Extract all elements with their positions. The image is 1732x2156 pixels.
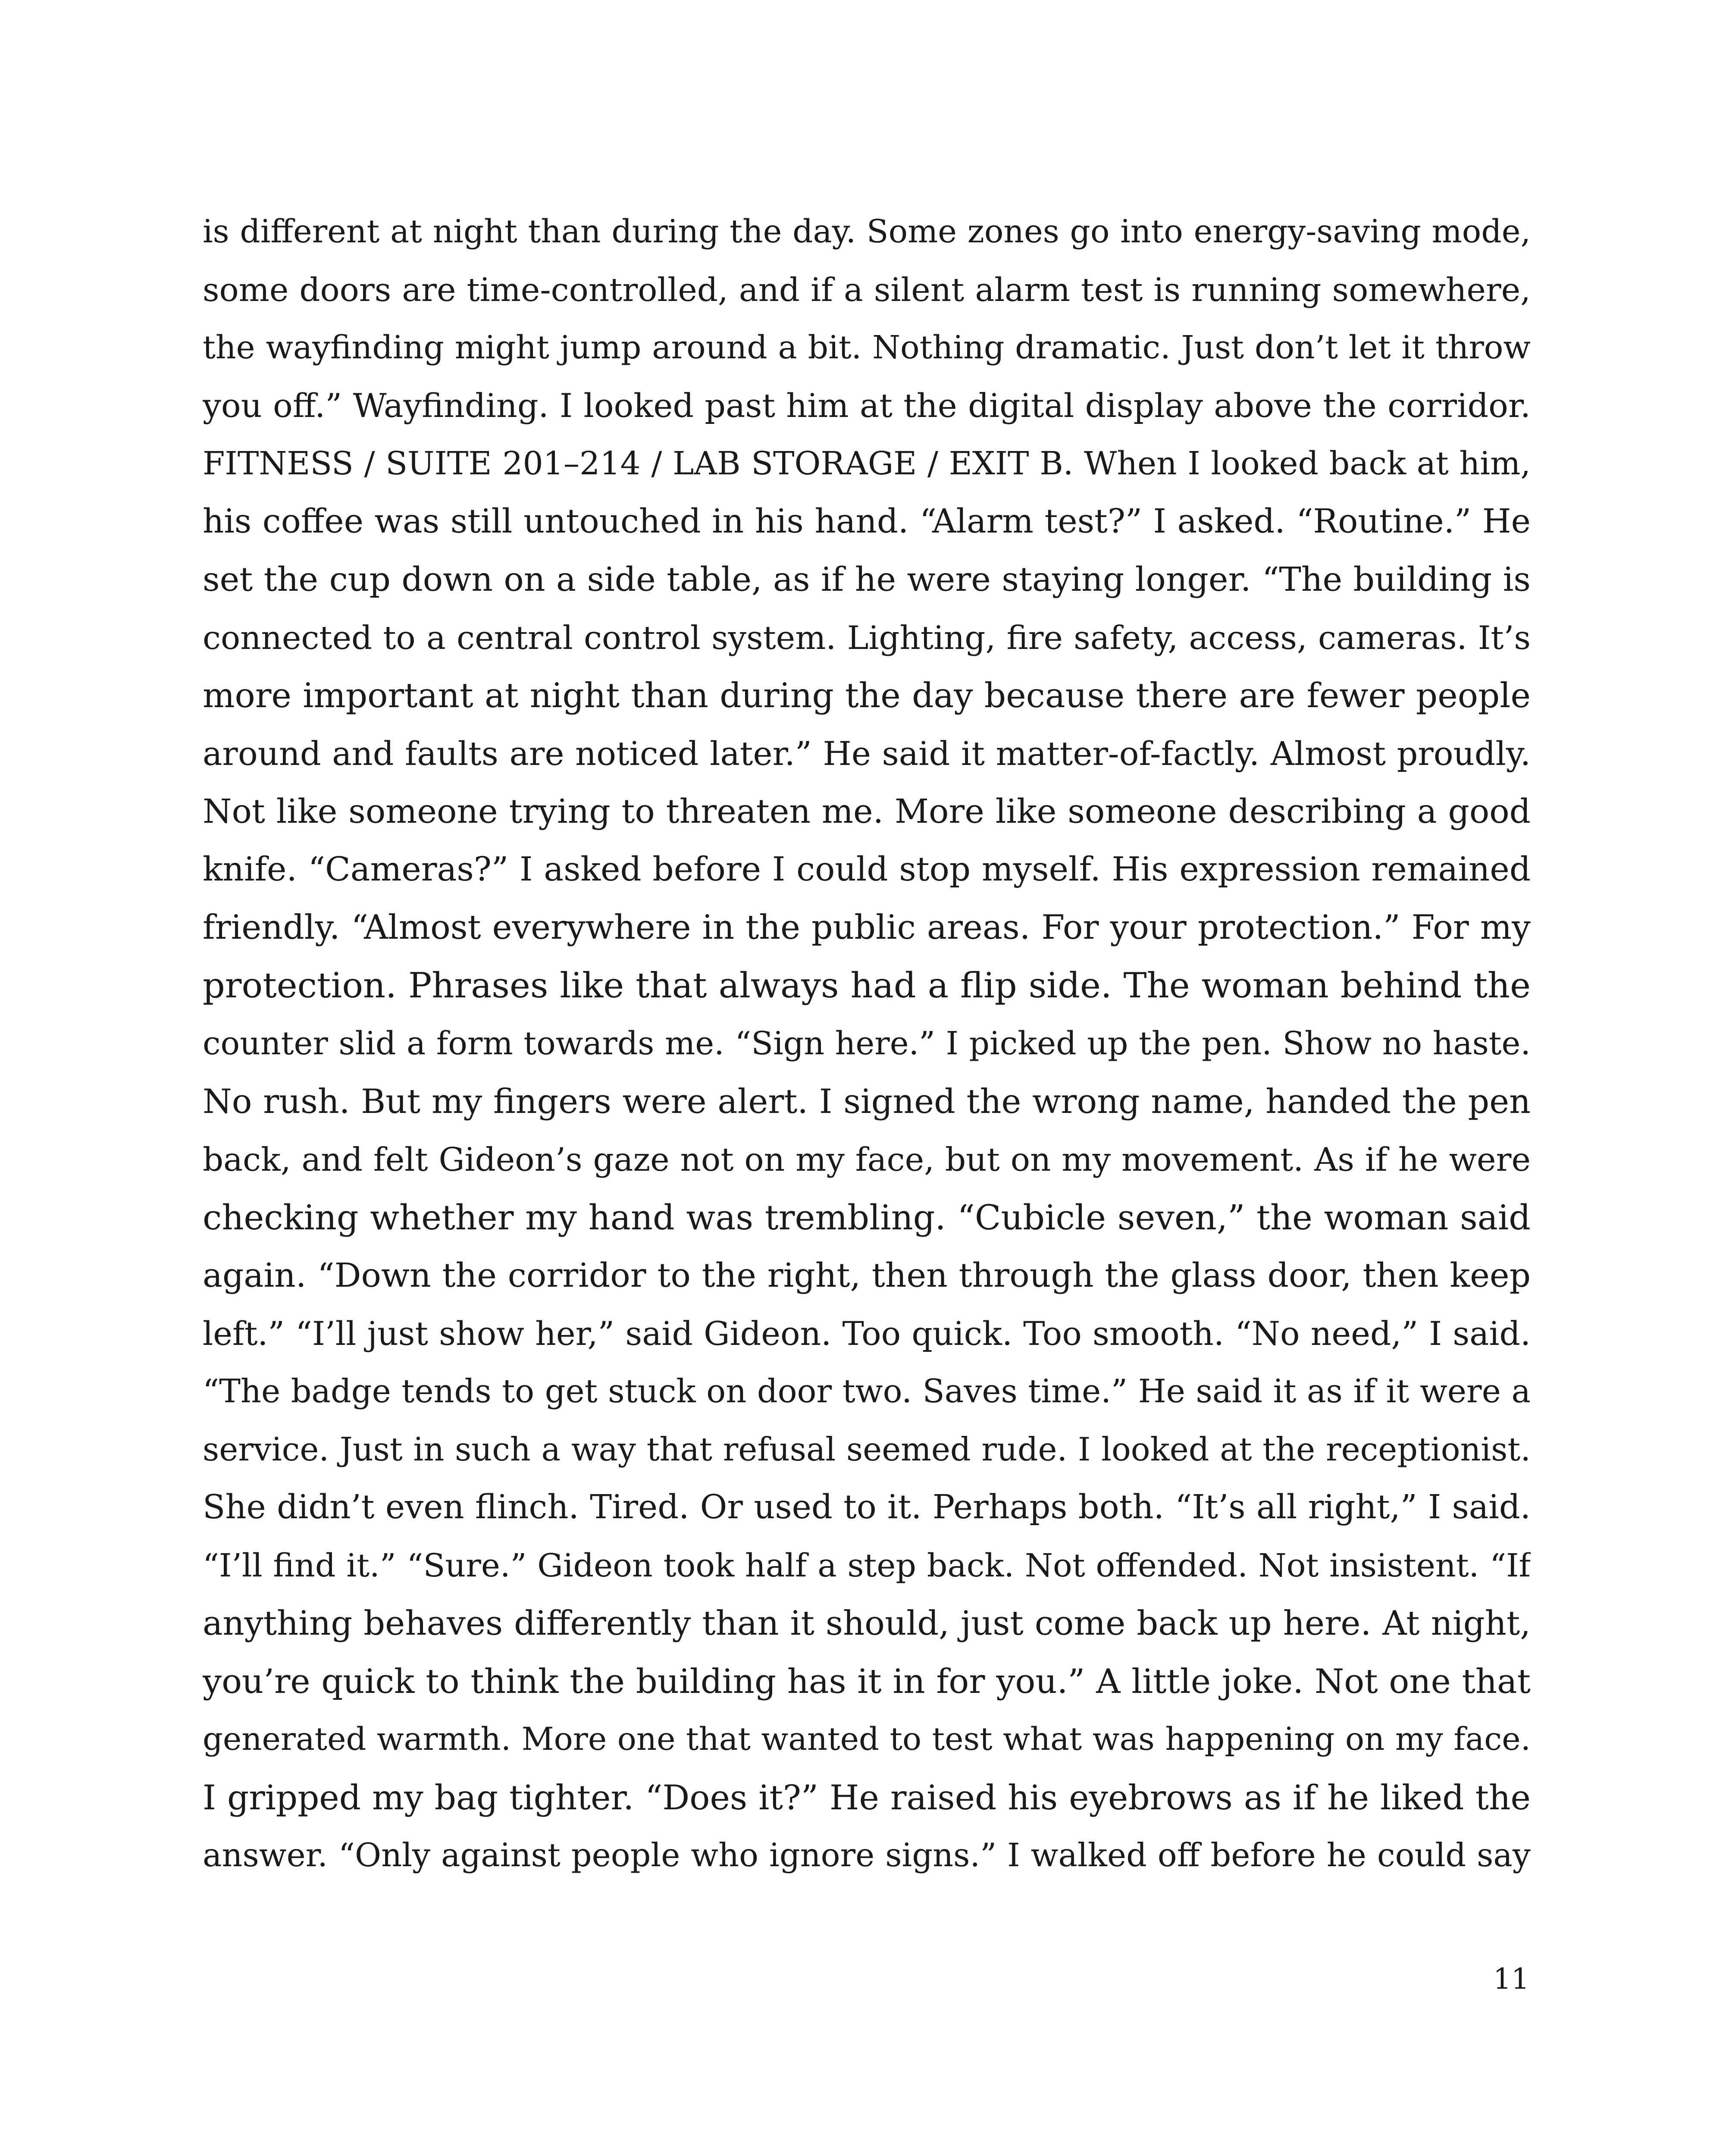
text-line: Not like someone trying to threaten me. More like someone describing a good (203, 792, 1531, 831)
text-line: more important at night than during the day because there are fewer people (203, 676, 1531, 715)
text-line: you’re quick to think the building has it in for you.” A little joke. Not one that (203, 1662, 1531, 1701)
text-line: the wayfinding might jump around a bit. Nothing dramatic. Just don’t let it throw (203, 329, 1531, 366)
text-line: left.” “I’ll just show her,” said Gideon. Too quick. Too smooth. “No need,” I said. (203, 1314, 1531, 1353)
text-line: anything behaves differently than it should, just come back up here. At night, (203, 1604, 1531, 1643)
text-line: back, and felt Gideon’s gaze not on my face, but on my movement. As if he were (203, 1141, 1531, 1178)
text-line: knife. “Cameras?” I asked before I could stop myself. His expression remained (203, 850, 1531, 889)
text-line: “The badge tends to get stuck on door two. Saves time.” He said it as if it were a (203, 1373, 1531, 1410)
text-line: checking whether my hand was trembling. “Cubicle seven,” the woman said (203, 1197, 1531, 1238)
text-line: service. Just in such a way that refusal seemed rude. I looked at the receptionist. (203, 1430, 1531, 1468)
text-line: set the cup down on a side table, as if he were staying longer. “The building is (203, 560, 1531, 599)
text-line: She didn’t even flinch. Tired. Or used to it. Perhaps both. “It’s all right,” I said. (203, 1488, 1531, 1526)
text-line: is different at night than during the day. Some zones go into energy-saving mode, (203, 213, 1531, 250)
text-line: connected to a central control system. Lighting, fire safety, access, cameras. It’s (203, 618, 1531, 657)
text-line: I gripped my bag tighter. “Does it?” He raised his eyebrows as if he liked the (203, 1777, 1531, 1818)
text-line: FITNESS / SUITE 201–214 / LAB STORAGE / EXIT B. When I looked back at him, (203, 445, 1531, 482)
page-number: 11 (1493, 1962, 1529, 1996)
text-line: generated warmth. More one that wanted to test what was happening on my face. (203, 1721, 1531, 1758)
text-line: friendly. “Almost everywhere in the public areas. For your protection.” For my (203, 908, 1531, 947)
text-line: answer. “Only against people who ignore signs.” I walked off before he could say (203, 1836, 1531, 1874)
text-line: some doors are time-controlled, and if a silent alarm test is running somewhere, (203, 270, 1531, 309)
text-line: No rush. But my fingers were alert. I signed the wrong name, handed the pen (203, 1082, 1531, 1121)
text-line: his coffee was still untouched in his hand. “Alarm test?” I asked. “Routine.” He (203, 502, 1531, 541)
text-line: “I’ll find it.” “Sure.” Gideon took half a step back. Not offended. Not insistent. “If (203, 1546, 1531, 1584)
text-line: protection. Phrases like that always had a flip side. The woman behind the (203, 965, 1531, 1006)
text-line: again. “Down the corridor to the right, then through the glass door, then keep (203, 1256, 1531, 1295)
body-text (203, 203, 1531, 1885)
text-line: you off.” Wayfinding. I looked past him at the digital display above the corridor. (203, 386, 1531, 425)
text-line: around and faults are noticed later.” He said it matter-of-factly. Almost proudly. (203, 734, 1531, 773)
text-line: counter slid a form towards me. “Sign here.” I picked up the pen. Show no haste. (203, 1025, 1531, 1062)
